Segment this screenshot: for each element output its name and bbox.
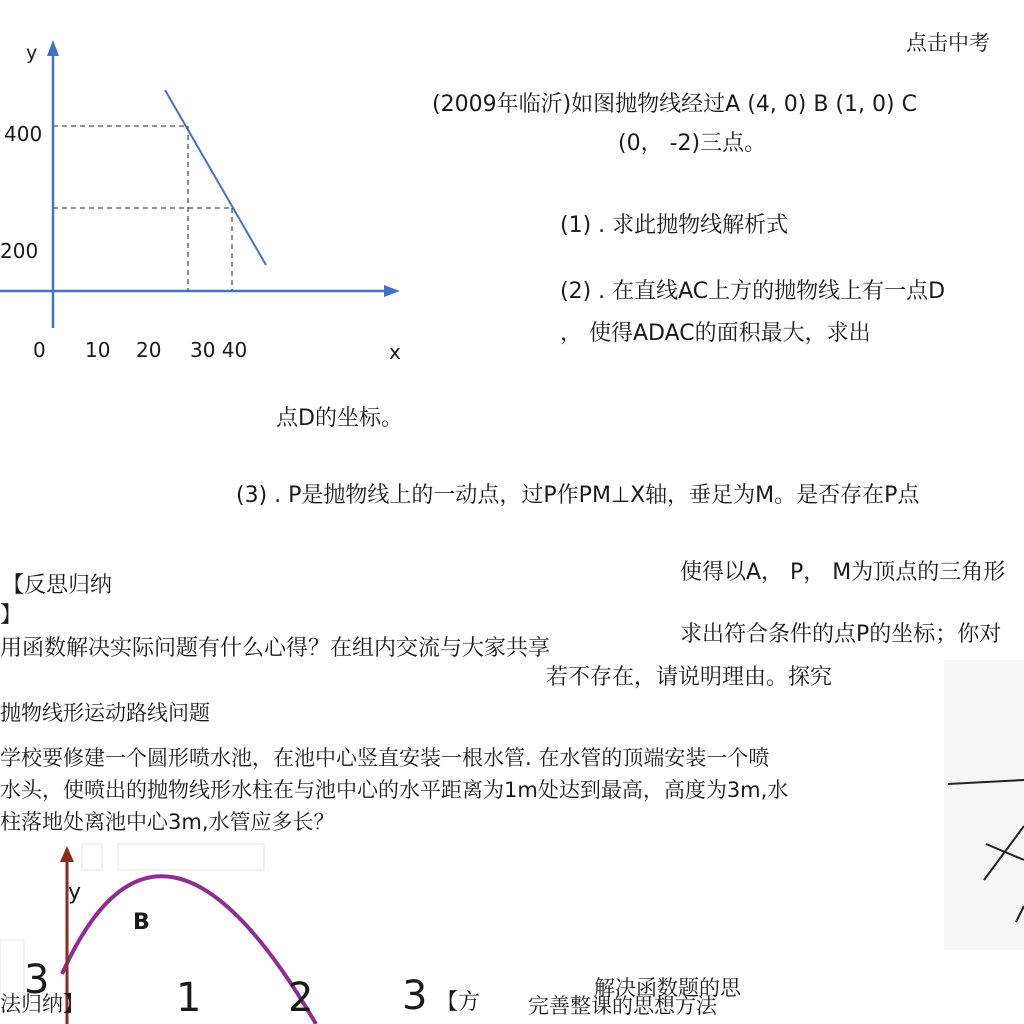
chart2-x-3: 3 — [402, 973, 428, 1019]
question-3-line1: (3) . P是抛物线上的一动点，过P作PM⊥X轴，垂足为M。是否存在P点 — [236, 483, 920, 508]
motion-line2: 水头，使喷出的抛物线形水柱在与池中心的水平距离为1m处达到最高，高度为3m,水 — [0, 778, 789, 802]
chart2-y-label: y — [68, 880, 82, 905]
header-link[interactable]: 点击中考 — [906, 31, 990, 55]
chart1-xtick-20: 20 — [136, 338, 162, 362]
chart2-x-1: 1 — [176, 975, 202, 1021]
chart1-xtick-30-40: 30 40 — [190, 338, 248, 362]
footer-function-thinking: 解决函数题的思 — [594, 976, 741, 1000]
question-2-line1: (2) . 在直线AC上方的抛物线上有一点D — [560, 279, 946, 304]
reflection-heading: 【反思归纳 — [2, 573, 113, 598]
chart1-ytick-400: 400 — [4, 122, 43, 146]
question-2-line2: ， 使得ADAC的面积最大，求出 — [560, 321, 871, 346]
chart2-left-number: 3 — [24, 957, 50, 1003]
question-3-line2: 使得以A， P， M为顶点的三角形 — [680, 560, 1006, 585]
chart1-xtick-0: 0 — [33, 338, 46, 362]
chart1-ytick-200: 200 — [0, 239, 39, 263]
problem-title-line2: (0， -2)三点。 — [618, 131, 767, 156]
motion-line3: 柱落地处离池中心3m,水管应多长？ — [0, 810, 335, 834]
footer-method-summary: 法归纳】 — [0, 992, 84, 1016]
chart2-x-2: 2 — [288, 975, 314, 1021]
question-1: (1) . 求此抛物线解析式 — [560, 213, 789, 238]
motion-title: 抛物线形运动路线问题 — [0, 701, 210, 725]
question-3-line4: 若不存在，请说明理由。探究 — [546, 665, 833, 690]
problem-title-line1: (2009年临沂)如图抛物线经过A (4, 0) B (1, 0) C — [432, 92, 917, 117]
point-b-label: B — [133, 910, 150, 935]
y-axis-arrow — [47, 40, 59, 56]
chart1-xtick-10: 10 — [85, 338, 111, 362]
chart1-x-label: x — [389, 340, 401, 364]
chart1-y-label: y — [26, 42, 38, 64]
reflection-heading-close: 】 — [0, 603, 23, 628]
trend-line — [165, 90, 266, 265]
line-graph — [0, 0, 420, 364]
partial-sketch-image — [940, 660, 1024, 950]
motion-line1: 学校要修建一个圆形喷水池，在池中心竖直安装一根水管. 在水管的顶端安装一个喷 — [0, 746, 770, 770]
pipe-arrow — [60, 846, 74, 862]
question-2-line3: 点D的坐标。 — [276, 406, 403, 431]
footer-thought-method: 完善整课的思想方法 — [528, 994, 717, 1018]
reflection-question: 用函数解决实际问题有什么心得？在组内交流与大家共享 — [0, 636, 551, 661]
faint-box-2 — [118, 844, 264, 870]
x-axis-arrow — [384, 285, 400, 297]
question-3-line3: 求出符合条件的点P的坐标；你对 — [680, 622, 1002, 647]
faint-box-1 — [82, 844, 102, 870]
faint-box-3 — [0, 940, 24, 1000]
footer-method-open: 【方 — [436, 990, 481, 1015]
